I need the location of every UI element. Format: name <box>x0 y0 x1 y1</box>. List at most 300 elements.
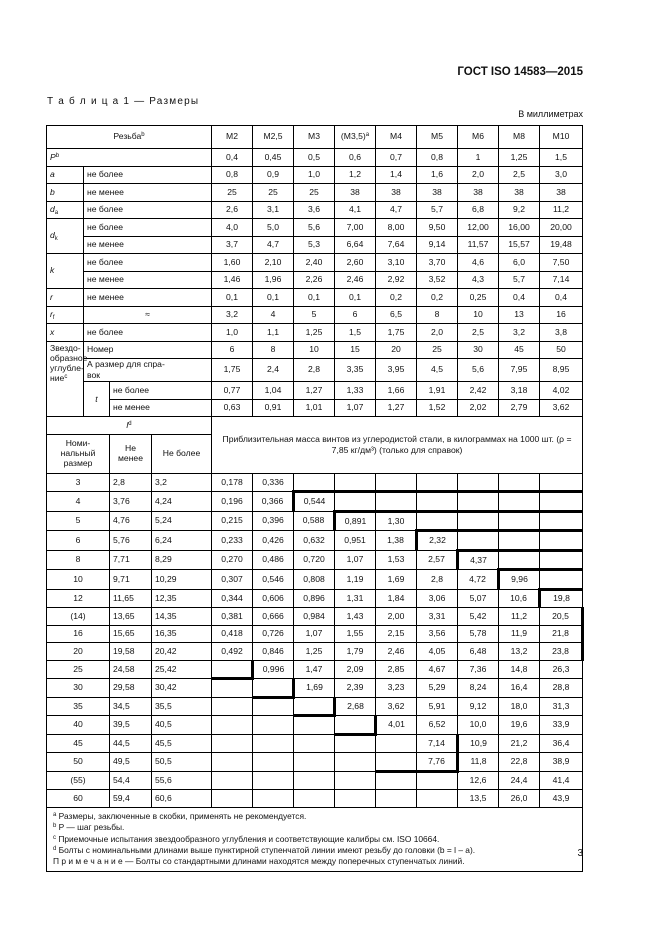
mass-cell: 0,606 <box>253 589 294 608</box>
table-row <box>47 589 583 608</box>
mass-cell: 0,808 <box>294 570 335 590</box>
value-cell: 8,00 <box>376 219 417 237</box>
mass-cell <box>458 473 499 492</box>
mass-cell: 11,2 <box>499 608 540 626</box>
mass-cell: 2,8 <box>417 570 458 590</box>
value-cell: 25 <box>417 341 458 359</box>
size-header: $(M3,5)^a$ <box>335 126 376 149</box>
symbol-subscript: f <box>52 315 55 322</box>
mass-cell: 2,32 <box>417 531 458 551</box>
length-min: 29,58 <box>110 679 152 698</box>
param-cell <box>47 306 84 324</box>
mass-cell: 0,544 <box>294 492 335 512</box>
mass-cell: 0,720 <box>294 550 335 570</box>
length-min: 19,58 <box>110 643 152 661</box>
mass-cell: 1,79 <box>335 643 376 661</box>
value-cell: 4,0 <box>212 219 253 237</box>
symbol: r <box>50 291 53 302</box>
value-cell: 3,2 <box>499 324 540 342</box>
mass-cell: 3,23 <box>376 679 417 698</box>
length-min: 54,4 <box>110 771 152 790</box>
value-cell: 25 <box>253 184 294 202</box>
param-cell <box>47 324 84 342</box>
table-row <box>47 126 583 149</box>
mass-cell: 1,07 <box>294 625 335 643</box>
mass-cell: 5,29 <box>417 679 458 698</box>
nominal-length: 16 <box>47 625 110 643</box>
mass-cell: 13,2 <box>499 643 540 661</box>
nominal-length: 30 <box>47 679 110 698</box>
mass-cell: 1,19 <box>335 570 376 590</box>
symbol: t <box>95 393 98 404</box>
page-number: 3 <box>577 848 583 859</box>
length-min: 11,65 <box>110 589 152 608</box>
table-row <box>47 201 583 219</box>
value-cell: 4,7 <box>376 201 417 219</box>
value-cell: 25 <box>212 184 253 202</box>
value-cell: 3,8 <box>540 324 583 342</box>
mass-cell: 0,984 <box>294 608 335 626</box>
mass-cell: 0,178 <box>212 473 253 492</box>
mass-cell: 12,6 <box>458 771 499 790</box>
value-cell: 9,14 <box>417 236 458 254</box>
mass-cell: 0,666 <box>253 608 294 626</box>
table-note <box>53 856 576 867</box>
mass-cell <box>499 550 540 570</box>
value-cell: 0,8 <box>212 166 253 184</box>
footnote-text: Размеры, заключенные в скобки, применять не рекомендуется. <box>58 810 307 821</box>
mass-cell: 4,72 <box>458 570 499 590</box>
value-cell: 20 <box>376 341 417 359</box>
mass-cell <box>540 570 583 590</box>
qualifier-cell: ≈ <box>84 306 212 324</box>
size-header <box>212 126 253 149</box>
value-cell: 19,48 <box>540 236 583 254</box>
value-cell: 1,0 <box>294 166 335 184</box>
value-cell: 7,00 <box>335 219 376 237</box>
value-cell: 5,6 <box>458 359 499 382</box>
value-cell: 38 <box>335 184 376 202</box>
qualifier-cell: не более <box>84 324 212 342</box>
mass-cell: 0,381 <box>212 608 253 626</box>
note-label: П р и м е ч а н и е — <box>53 856 134 867</box>
value-cell: 3,0 <box>540 166 583 184</box>
mass-cell <box>458 511 499 531</box>
length-max: 25,42 <box>152 660 212 679</box>
mass-cell: 6,48 <box>458 643 499 661</box>
symbol: P <box>50 151 56 162</box>
size-label: (M3,5) <box>340 131 366 142</box>
length-min: 3,76 <box>110 492 152 512</box>
value-cell: 16 <box>540 306 583 324</box>
mass-cell: 0,426 <box>253 531 294 551</box>
size-header <box>458 126 499 149</box>
mass-cell: 41,4 <box>540 771 583 790</box>
footnote-c: $^c$ Приемочные испытания звездообразного углубления и соответствующие калибры см. ISO 10664. <box>53 833 440 844</box>
value-cell: 11,2 <box>540 201 583 219</box>
value-cell: 3,70 <box>417 254 458 272</box>
thread-label: Резьба <box>113 131 142 142</box>
value-cell: 4,5 <box>417 359 458 382</box>
mass-cell: 23,8 <box>540 643 583 661</box>
mass-cell: 7,36 <box>458 660 499 679</box>
mass-cell: 0,726 <box>253 625 294 643</box>
symbol: l <box>126 419 129 430</box>
mass-cell <box>335 771 376 790</box>
mass-cell: 36,4 <box>540 734 583 753</box>
size-header <box>376 126 417 149</box>
mass-cell <box>540 550 583 570</box>
recess-label-line: ние <box>50 373 65 384</box>
table-row <box>47 679 583 698</box>
l-header: $l^d$ <box>47 417 212 435</box>
length-max: 45,5 <box>152 734 212 753</box>
mass-cell: 4,05 <box>417 643 458 661</box>
table-row <box>47 254 583 272</box>
value-cell: 3,62 <box>540 399 583 417</box>
value-cell: 1,75 <box>376 324 417 342</box>
value-cell: 2,60 <box>335 254 376 272</box>
nominal-length: 45 <box>47 734 110 753</box>
mass-cell <box>294 771 335 790</box>
size-label: M2 <box>226 131 238 142</box>
mass-cell: 10,9 <box>458 734 499 753</box>
mass-cell <box>253 790 294 808</box>
footnote-b: $^b$ P — шаг резьбы. <box>53 822 125 833</box>
mass-cell <box>458 492 499 512</box>
table-row <box>47 341 583 359</box>
table-row <box>47 550 583 570</box>
mass-cell <box>253 753 294 772</box>
dimensions-table <box>46 125 584 872</box>
mass-cell: 11,8 <box>458 753 499 772</box>
mass-cell: 2,39 <box>335 679 376 698</box>
mass-cell: 26,0 <box>499 790 540 808</box>
value-cell: 1,04 <box>253 382 294 400</box>
value-cell: 10 <box>458 306 499 324</box>
mass-cell <box>212 697 253 716</box>
value-cell: 0,8 <box>417 149 458 167</box>
mass-cell: 21,2 <box>499 734 540 753</box>
value-cell: 0,63 <box>212 399 253 417</box>
qualifier-cell: не более <box>84 219 212 237</box>
mass-cell <box>294 734 335 753</box>
value-cell: 11,57 <box>458 236 499 254</box>
table-row <box>47 608 583 626</box>
mass-cell: 10,0 <box>458 716 499 735</box>
table-row <box>47 473 583 492</box>
nominal-length: 20 <box>47 643 110 661</box>
table-row <box>47 531 583 551</box>
mass-cell: 5,91 <box>417 697 458 716</box>
value-cell: 6,64 <box>335 236 376 254</box>
value-cell: 1,5 <box>540 149 583 167</box>
note-text: Болты со стандартными длинами находятся между поперечных ступенчатых линий. <box>135 856 465 867</box>
table-row <box>47 306 583 324</box>
length-min: 59,4 <box>110 790 152 808</box>
mass-cell: 2,46 <box>376 643 417 661</box>
qualifier-cell: не более <box>84 254 212 272</box>
value-cell: 8,95 <box>540 359 583 382</box>
footnote-a: $^a$ Размеры, заключенные в скобки, применять не рекомендуется. <box>53 810 307 821</box>
t-symbol <box>84 382 110 417</box>
value-cell: 0,7 <box>376 149 417 167</box>
mass-cell: 1,69 <box>376 570 417 590</box>
footnote-text: P — шаг резьбы. <box>58 822 125 833</box>
mass-cell: 8,24 <box>458 679 499 698</box>
mass-cell: 0,846 <box>253 643 294 661</box>
qualifier-cell: не менее <box>84 236 212 254</box>
mass-cell: 0,546 <box>253 570 294 590</box>
table-row <box>47 184 583 202</box>
mass-cell <box>417 511 458 531</box>
mass-cell: 0,951 <box>335 531 376 551</box>
symbol-subscript: k <box>54 236 58 243</box>
length-max: 10,29 <box>152 570 212 590</box>
mass-cell <box>335 734 376 753</box>
mass-cell: 10,6 <box>499 589 540 608</box>
value-cell: 2,46 <box>335 271 376 289</box>
mass-cell: 3,06 <box>417 589 458 608</box>
mass-cell: 22,8 <box>499 753 540 772</box>
mass-cell: 4,67 <box>417 660 458 679</box>
value-cell: 16,00 <box>499 219 540 237</box>
footnote-text: Приемочные испытания звездообразного углубления и соответствующие калибры см. ISO 10664. <box>58 833 440 844</box>
mass-cell: 0,492 <box>212 643 253 661</box>
value-cell: 1,75 <box>212 359 253 382</box>
value-cell: 6 <box>335 306 376 324</box>
table-row <box>47 570 583 590</box>
mass-cell: 7,76 <box>417 753 458 772</box>
value-cell: 2,0 <box>417 324 458 342</box>
value-cell: 0,2 <box>376 289 417 307</box>
mass-cell: 6,52 <box>417 716 458 735</box>
value-cell: 2,40 <box>294 254 335 272</box>
mass-cell: 2,57 <box>417 550 458 570</box>
value-cell: 1,25 <box>294 324 335 342</box>
header-line: нальный <box>60 447 96 458</box>
length-max: 8,29 <box>152 550 212 570</box>
qualifier-cell: не менее <box>110 399 212 417</box>
value-cell: 4,6 <box>458 254 499 272</box>
table-row <box>47 697 583 716</box>
table-row <box>47 643 583 661</box>
value-cell: 8 <box>417 306 458 324</box>
a-label: А размер для спра- <box>87 359 165 369</box>
value-cell: 5,6 <box>294 219 335 237</box>
value-cell: 3,18 <box>499 382 540 400</box>
qualifier-cell: не более <box>84 201 212 219</box>
mass-cell: 0,588 <box>294 511 335 531</box>
recess-label-line: углубле- <box>50 363 84 374</box>
units-note: В миллиметрах <box>518 109 583 119</box>
mass-cell <box>376 753 417 772</box>
length-min: 44,5 <box>110 734 152 753</box>
param-cell <box>47 254 84 289</box>
value-cell: 0,25 <box>458 289 499 307</box>
recess-label-line: Звездо- <box>50 342 81 353</box>
value-cell: 1,27 <box>376 399 417 417</box>
mass-cell: 1,69 <box>294 679 335 698</box>
length-max: 50,5 <box>152 753 212 772</box>
value-cell: 2,92 <box>376 271 417 289</box>
value-cell: 1,01 <box>294 399 335 417</box>
value-cell: 0,1 <box>212 289 253 307</box>
qualifier-cell: не менее <box>84 271 212 289</box>
value-cell: 3,52 <box>417 271 458 289</box>
value-cell: 1,66 <box>376 382 417 400</box>
value-cell: 1,6 <box>417 166 458 184</box>
mass-cell: 1,53 <box>376 550 417 570</box>
thread-header: Резьба$^b$ <box>47 126 212 149</box>
mass-cell: 0,366 <box>253 492 294 512</box>
mass-cell <box>212 753 253 772</box>
value-cell: 9,2 <box>499 201 540 219</box>
table-row <box>47 149 583 167</box>
mass-cell: 0,896 <box>294 589 335 608</box>
value-cell: 2,10 <box>253 254 294 272</box>
mass-cell: 7,14 <box>417 734 458 753</box>
length-max: 20,42 <box>152 643 212 661</box>
value-cell: 5,7 <box>499 271 540 289</box>
mass-cell: 3,31 <box>417 608 458 626</box>
size-label: M4 <box>390 131 402 142</box>
value-cell: 2,5 <box>458 324 499 342</box>
mass-cell <box>540 492 583 512</box>
value-cell: 1,4 <box>376 166 417 184</box>
value-cell: 4,1 <box>335 201 376 219</box>
mass-cell: 0,307 <box>212 570 253 590</box>
value-cell: 2,42 <box>458 382 499 400</box>
table-row <box>47 324 583 342</box>
mass-cell: 1,47 <box>294 660 335 679</box>
value-cell: 0,2 <box>417 289 458 307</box>
mass-cell <box>253 771 294 790</box>
mass-cell: 0,996 <box>253 660 294 679</box>
mass-cell <box>294 716 335 735</box>
table-row <box>47 716 583 735</box>
mass-cell: 31,3 <box>540 697 583 716</box>
mass-cell <box>376 492 417 512</box>
param-cell: $P^b$ <box>47 149 212 167</box>
value-cell: 2,4 <box>253 359 294 382</box>
value-cell: 1,27 <box>294 382 335 400</box>
mass-cell: 1,25 <box>294 643 335 661</box>
mass-cell <box>376 790 417 808</box>
value-cell: 5 <box>294 306 335 324</box>
mass-cell: 0,233 <box>212 531 253 551</box>
value-cell: 38 <box>417 184 458 202</box>
mass-cell <box>335 492 376 512</box>
mass-cell <box>540 511 583 531</box>
recess-label-line: образное <box>50 352 88 363</box>
length-min: 49,5 <box>110 753 152 772</box>
value-cell: 1,1 <box>253 324 294 342</box>
length-min: 34,5 <box>110 697 152 716</box>
nominal-length: 4 <box>47 492 110 512</box>
mass-cell: 33,9 <box>540 716 583 735</box>
standard-number: ГОСТ ISO 14583—2015 <box>457 66 583 78</box>
mass-cell: 1,43 <box>335 608 376 626</box>
table-row <box>47 399 583 417</box>
value-cell: 3,1 <box>253 201 294 219</box>
value-cell: 4,3 <box>458 271 499 289</box>
max-header: Не более <box>152 434 212 473</box>
value-cell: 7,14 <box>540 271 583 289</box>
table-row <box>47 492 583 512</box>
value-cell: 5,7 <box>417 201 458 219</box>
value-cell: 7,50 <box>540 254 583 272</box>
mass-cell: 3,62 <box>376 697 417 716</box>
mass-cell: 2,09 <box>335 660 376 679</box>
mass-cell <box>417 790 458 808</box>
size-header <box>417 126 458 149</box>
param-cell <box>47 166 84 184</box>
symbol: x <box>50 326 55 337</box>
table-row <box>47 219 583 237</box>
mass-cell <box>417 771 458 790</box>
value-cell: 6,8 <box>458 201 499 219</box>
mass-cell <box>499 492 540 512</box>
length-max: 16,35 <box>152 625 212 643</box>
param-cell <box>47 201 84 219</box>
value-cell: 3,95 <box>376 359 417 382</box>
header-line: менее <box>118 452 143 463</box>
value-cell: 0,1 <box>335 289 376 307</box>
a-label: вок <box>87 370 101 381</box>
mass-cell <box>417 473 458 492</box>
size-header <box>540 126 583 149</box>
mass-cell <box>294 753 335 772</box>
length-max: 5,24 <box>152 511 212 531</box>
length-max: 6,24 <box>152 531 212 551</box>
header-line: Не <box>125 442 136 453</box>
table-row <box>47 382 583 400</box>
value-cell: 2,8 <box>294 359 335 382</box>
value-cell: 4 <box>253 306 294 324</box>
nominal-length: 3 <box>47 473 110 492</box>
value-cell: 30 <box>458 341 499 359</box>
table-row <box>47 417 583 435</box>
mass-cell <box>458 531 499 551</box>
nominal-header <box>47 434 110 473</box>
qualifier-cell: Номер <box>84 341 212 359</box>
table-row <box>47 359 583 382</box>
value-cell: 10 <box>294 341 335 359</box>
value-cell: 0,45 <box>253 149 294 167</box>
mass-cell: 3,56 <box>417 625 458 643</box>
length-min: 2,8 <box>110 473 152 492</box>
length-max: 55,6 <box>152 771 212 790</box>
nominal-length: 6 <box>47 531 110 551</box>
mass-cell <box>253 679 294 698</box>
value-cell: 9,50 <box>417 219 458 237</box>
length-min: 9,71 <box>110 570 152 590</box>
qualifier-cell: не менее <box>84 184 212 202</box>
length-min: 7,71 <box>110 550 152 570</box>
length-max: 40,5 <box>152 716 212 735</box>
nominal-length: 40 <box>47 716 110 735</box>
value-cell: 7,95 <box>499 359 540 382</box>
param-cell <box>47 219 84 254</box>
value-cell: 4,02 <box>540 382 583 400</box>
mass-cell <box>212 790 253 808</box>
mass-cell: 2,68 <box>335 697 376 716</box>
value-cell: 38 <box>458 184 499 202</box>
table-row <box>47 790 583 808</box>
mass-cell: 16,4 <box>499 679 540 698</box>
value-cell: 0,4 <box>499 289 540 307</box>
